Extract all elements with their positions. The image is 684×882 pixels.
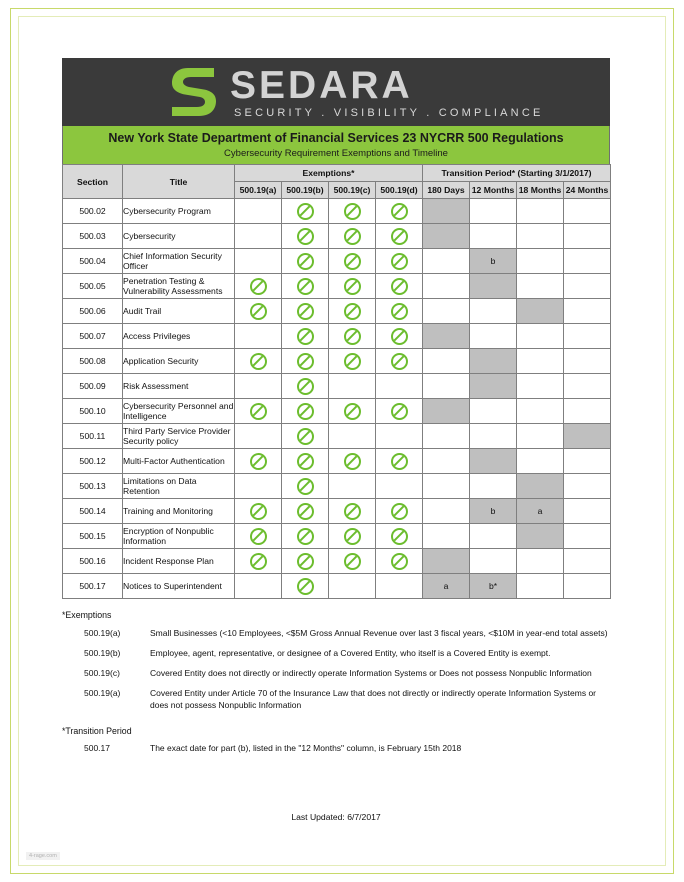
cell-exemption <box>282 249 329 274</box>
transition-note-list <box>62 742 610 754</box>
cell-exemption <box>376 199 423 224</box>
no-entry-icon <box>297 403 314 420</box>
cell-transition: b <box>470 249 517 274</box>
cell-transition <box>564 249 611 274</box>
cell-section: 500.06 <box>63 299 123 324</box>
table-row <box>63 374 611 399</box>
page-title: New York State Department of Financial Services 23 NYCRR 500 Regulations <box>108 131 564 145</box>
exemption-note <box>62 647 610 659</box>
cell-exemption <box>329 199 376 224</box>
brand-tagline: SECURITY . VISIBILITY . COMPLIANCE <box>234 107 544 119</box>
cell-exemption <box>376 324 423 349</box>
cell-exemption <box>282 524 329 549</box>
cell-title: Training and Monitoring <box>123 499 235 524</box>
cell-section: 500.04 <box>63 249 123 274</box>
exemption-note <box>62 627 610 639</box>
cell-transition <box>423 374 470 399</box>
table-row <box>63 524 611 549</box>
cell-title: Cybersecurity Program <box>123 199 235 224</box>
no-entry-icon <box>344 353 361 370</box>
no-entry-icon <box>344 328 361 345</box>
cell-exemption <box>376 374 423 399</box>
cell-transition <box>470 324 517 349</box>
exemptions-heading: *Exemptions <box>62 610 112 620</box>
cell-exemption <box>329 449 376 474</box>
exemption-note-list <box>62 627 610 711</box>
cell-transition <box>517 274 564 299</box>
cell-transition <box>470 199 517 224</box>
cell-exemption <box>282 499 329 524</box>
col-18-months: 18 Months <box>517 182 564 199</box>
cell-exemption <box>376 299 423 324</box>
col-12-months: 12 Months <box>470 182 517 199</box>
table-row <box>63 474 611 499</box>
cell-transition <box>517 349 564 374</box>
cell-transition <box>564 299 611 324</box>
cell-exemption <box>329 574 376 599</box>
cell-exemption <box>282 299 329 324</box>
cell-section: 500.17 <box>63 574 123 599</box>
no-entry-icon <box>250 453 267 470</box>
cell-exemption <box>329 249 376 274</box>
cell-transition <box>517 399 564 424</box>
note-key: 500.19(a) <box>84 688 121 698</box>
cell-transition <box>470 224 517 249</box>
no-entry-icon <box>297 253 314 270</box>
table-row <box>63 249 611 274</box>
no-entry-icon <box>344 503 361 520</box>
cell-exemption <box>282 349 329 374</box>
cell-exemption <box>235 224 282 249</box>
cell-title: Third Party Service Provider Security policy <box>123 424 235 449</box>
cell-exemption <box>329 374 376 399</box>
no-entry-icon <box>391 203 408 220</box>
no-entry-icon <box>297 303 314 320</box>
cell-transition <box>423 549 470 574</box>
table-row <box>63 199 611 224</box>
cell-title: Encryption of Nonpublic Information <box>123 524 235 549</box>
no-entry-icon <box>344 253 361 270</box>
cell-transition <box>470 524 517 549</box>
cell-exemption <box>376 224 423 249</box>
cell-transition <box>564 474 611 499</box>
cell-section: 500.11 <box>63 424 123 449</box>
cell-exemption <box>376 574 423 599</box>
col-500-19-d: 500.19(d) <box>376 182 423 199</box>
cell-exemption <box>235 199 282 224</box>
cell-transition <box>423 324 470 349</box>
cell-exemption <box>235 374 282 399</box>
no-entry-icon <box>344 228 361 245</box>
cell-exemption <box>235 499 282 524</box>
cell-transition <box>517 474 564 499</box>
transition-note <box>62 742 610 754</box>
cell-section: 500.05 <box>63 274 123 299</box>
no-entry-icon <box>297 428 314 445</box>
no-entry-icon <box>391 228 408 245</box>
cell-exemption <box>235 399 282 424</box>
cell-section: 500.15 <box>63 524 123 549</box>
cell-exemption <box>329 524 376 549</box>
note-text: Employee, agent, representative, or designee of a Covered Entity, who itself is a Covered Entity is exempt. <box>150 648 551 658</box>
no-entry-icon <box>297 228 314 245</box>
table-row <box>63 274 611 299</box>
cell-exemption <box>329 499 376 524</box>
cell-transition <box>564 499 611 524</box>
brand-name: SEDARA <box>230 64 413 107</box>
cell-exemption <box>329 274 376 299</box>
cell-title: Cybersecurity <box>123 224 235 249</box>
cell-section: 500.13 <box>63 474 123 499</box>
table-row <box>63 424 611 449</box>
no-entry-icon <box>297 353 314 370</box>
no-entry-icon <box>297 203 314 220</box>
cell-transition <box>564 224 611 249</box>
cell-transition <box>564 524 611 549</box>
cell-transition <box>470 299 517 324</box>
cell-transition <box>517 449 564 474</box>
requirements-table <box>62 164 611 599</box>
no-entry-icon <box>250 403 267 420</box>
no-entry-icon <box>297 478 314 495</box>
cell-exemption <box>282 574 329 599</box>
cell-transition <box>517 524 564 549</box>
cell-exemption <box>282 224 329 249</box>
cell-exemption <box>329 474 376 499</box>
document-content <box>62 58 610 822</box>
table-row <box>63 499 611 524</box>
cell-section: 500.16 <box>63 549 123 574</box>
cell-exemption <box>329 299 376 324</box>
note-text: Covered Entity under Article 70 of the Insurance Law that does not directly or indirectly operate Information Systems or does not possess Nonpublic Information <box>150 688 597 710</box>
cell-exemption <box>376 424 423 449</box>
no-entry-icon <box>297 378 314 395</box>
cell-transition: b* <box>470 574 517 599</box>
cell-exemption <box>376 349 423 374</box>
cell-transition <box>564 424 611 449</box>
cell-title: Cybersecurity Personnel and Intelligence <box>123 399 235 424</box>
cell-exemption <box>235 424 282 449</box>
cell-exemption <box>376 449 423 474</box>
no-entry-icon <box>297 503 314 520</box>
no-entry-icon <box>297 578 314 595</box>
no-entry-icon <box>391 453 408 470</box>
cell-transition <box>470 449 517 474</box>
cell-transition <box>423 224 470 249</box>
table-row <box>63 224 611 249</box>
no-entry-icon <box>344 453 361 470</box>
cell-transition <box>423 349 470 374</box>
cell-transition <box>470 274 517 299</box>
cell-exemption <box>235 549 282 574</box>
cell-transition <box>564 549 611 574</box>
no-entry-icon <box>391 503 408 520</box>
cell-exemption <box>376 399 423 424</box>
col-180-days: 180 Days <box>423 182 470 199</box>
sedara-logo-icon <box>168 64 222 120</box>
note-key: 500.19(b) <box>84 648 121 658</box>
no-entry-icon <box>297 278 314 295</box>
table-row <box>63 449 611 474</box>
cell-section: 500.14 <box>63 499 123 524</box>
cell-transition <box>517 199 564 224</box>
cell-exemption <box>376 549 423 574</box>
cell-section: 500.02 <box>63 199 123 224</box>
cell-transition <box>470 474 517 499</box>
cell-transition <box>423 424 470 449</box>
cell-exemption <box>235 299 282 324</box>
col-section: Section <box>63 165 123 199</box>
cell-transition <box>423 199 470 224</box>
cell-transition <box>423 299 470 324</box>
cell-exemption <box>235 574 282 599</box>
no-entry-icon <box>391 403 408 420</box>
cell-title: Limitations on Data Retention <box>123 474 235 499</box>
cell-section: 500.09 <box>63 374 123 399</box>
cell-exemption <box>376 524 423 549</box>
no-entry-icon <box>391 303 408 320</box>
cell-transition <box>470 424 517 449</box>
cell-title: Application Security <box>123 349 235 374</box>
cell-exemption <box>282 274 329 299</box>
document-title-band <box>62 126 610 164</box>
cell-transition <box>517 224 564 249</box>
cell-section: 500.07 <box>63 324 123 349</box>
cell-transition <box>517 574 564 599</box>
cell-transition <box>564 449 611 474</box>
no-entry-icon <box>344 203 361 220</box>
col-500-19-a: 500.19(a) <box>235 182 282 199</box>
cell-title: Risk Assessment <box>123 374 235 399</box>
cell-transition <box>564 399 611 424</box>
no-entry-icon <box>391 353 408 370</box>
cell-transition <box>423 474 470 499</box>
cell-transition <box>517 324 564 349</box>
cell-exemption <box>329 324 376 349</box>
table-body <box>63 199 611 599</box>
last-updated: Last Updated: 6/7/2017 <box>291 812 381 822</box>
cell-exemption <box>235 474 282 499</box>
cell-exemption <box>235 524 282 549</box>
no-entry-icon <box>250 553 267 570</box>
cell-title: Notices to Superintendent <box>123 574 235 599</box>
col-title: Title <box>123 165 235 199</box>
note-text: Covered Entity does not directly or indirectly operate Information Systems or Does not possess Nonpublic Information <box>150 668 592 678</box>
cell-exemption <box>329 399 376 424</box>
cell-transition <box>564 574 611 599</box>
col-group-exemptions: Exemptions* <box>235 165 423 182</box>
watermark: 4-rage.com <box>26 852 60 860</box>
cell-exemption <box>282 324 329 349</box>
no-entry-icon <box>297 328 314 345</box>
cell-exemption <box>376 274 423 299</box>
no-entry-icon <box>391 528 408 545</box>
table-row <box>63 299 611 324</box>
exemption-note <box>62 687 610 711</box>
cell-transition <box>470 349 517 374</box>
cell-transition <box>564 199 611 224</box>
col-24-months: 24 Months <box>564 182 611 199</box>
cell-exemption <box>329 349 376 374</box>
cell-section: 500.12 <box>63 449 123 474</box>
cell-title: Audit Trail <box>123 299 235 324</box>
cell-exemption <box>235 274 282 299</box>
cell-transition <box>517 374 564 399</box>
cell-exemption <box>329 549 376 574</box>
footnotes <box>62 609 610 754</box>
cell-transition <box>423 249 470 274</box>
col-500-19-b: 500.19(b) <box>282 182 329 199</box>
note-key: 500.19(c) <box>84 668 120 678</box>
brand-header <box>62 58 610 126</box>
cell-transition <box>470 549 517 574</box>
note-key: 500.17 <box>84 743 110 753</box>
cell-exemption <box>376 249 423 274</box>
no-entry-icon <box>250 303 267 320</box>
no-entry-icon <box>391 253 408 270</box>
note-key: 500.19(a) <box>84 628 121 638</box>
cell-transition: a <box>423 574 470 599</box>
table-row <box>63 349 611 374</box>
no-entry-icon <box>297 528 314 545</box>
cell-exemption <box>235 349 282 374</box>
cell-exemption <box>235 249 282 274</box>
table-row <box>63 324 611 349</box>
cell-exemption <box>235 449 282 474</box>
col-500-19-c: 500.19(c) <box>329 182 376 199</box>
cell-transition: a <box>517 499 564 524</box>
cell-exemption <box>329 424 376 449</box>
cell-title: Penetration Testing & Vulnerability Assessments <box>123 274 235 299</box>
table-group-header-row <box>63 165 611 182</box>
cell-transition <box>564 274 611 299</box>
cell-exemption <box>376 474 423 499</box>
note-text: The exact date for part (b), listed in the "12 Months" column, is February 15th 2018 <box>150 743 462 753</box>
exemption-note <box>62 667 610 679</box>
cell-transition <box>517 299 564 324</box>
cell-section: 500.10 <box>63 399 123 424</box>
no-entry-icon <box>344 553 361 570</box>
cell-transition: b <box>470 499 517 524</box>
no-entry-icon <box>391 553 408 570</box>
no-entry-icon <box>344 403 361 420</box>
cell-exemption <box>329 224 376 249</box>
cell-exemption <box>282 549 329 574</box>
table-row <box>63 574 611 599</box>
cell-transition <box>423 399 470 424</box>
no-entry-icon <box>250 503 267 520</box>
cell-exemption <box>235 324 282 349</box>
table-row <box>63 549 611 574</box>
table-row <box>63 399 611 424</box>
cell-transition <box>564 374 611 399</box>
cell-title: Multi-Factor Authentication <box>123 449 235 474</box>
cell-transition <box>423 449 470 474</box>
cell-transition <box>517 424 564 449</box>
cell-exemption <box>282 399 329 424</box>
no-entry-icon <box>391 278 408 295</box>
cell-transition <box>470 399 517 424</box>
cell-transition <box>564 349 611 374</box>
no-entry-icon <box>297 453 314 470</box>
cell-transition <box>423 524 470 549</box>
cell-exemption <box>282 474 329 499</box>
cell-title: Access Privileges <box>123 324 235 349</box>
cell-section: 500.08 <box>63 349 123 374</box>
no-entry-icon <box>297 553 314 570</box>
page-subtitle: Cybersecurity Requirement Exemptions and Timeline <box>224 148 448 159</box>
no-entry-icon <box>250 353 267 370</box>
cell-transition <box>470 374 517 399</box>
note-text: Small Businesses (<10 Employees, <$5M Gross Annual Revenue over last 3 fiscal years, <$10M in year-end total assets) <box>150 628 608 638</box>
cell-exemption <box>282 449 329 474</box>
cell-exemption <box>282 424 329 449</box>
cell-transition <box>423 499 470 524</box>
cell-title: Incident Response Plan <box>123 549 235 574</box>
cell-transition <box>517 549 564 574</box>
no-entry-icon <box>344 528 361 545</box>
no-entry-icon <box>250 278 267 295</box>
cell-exemption <box>282 199 329 224</box>
cell-exemption <box>376 499 423 524</box>
cell-title: Chief Information Security Officer <box>123 249 235 274</box>
no-entry-icon <box>250 528 267 545</box>
cell-transition <box>423 274 470 299</box>
cell-transition <box>517 249 564 274</box>
transition-heading: *Transition Period <box>62 726 132 736</box>
col-group-transition: Transition Period* (Starting 3/1/2017) <box>423 165 611 182</box>
cell-section: 500.03 <box>63 224 123 249</box>
no-entry-icon <box>344 303 361 320</box>
cell-transition <box>564 324 611 349</box>
cell-exemption <box>282 374 329 399</box>
no-entry-icon <box>344 278 361 295</box>
no-entry-icon <box>391 328 408 345</box>
